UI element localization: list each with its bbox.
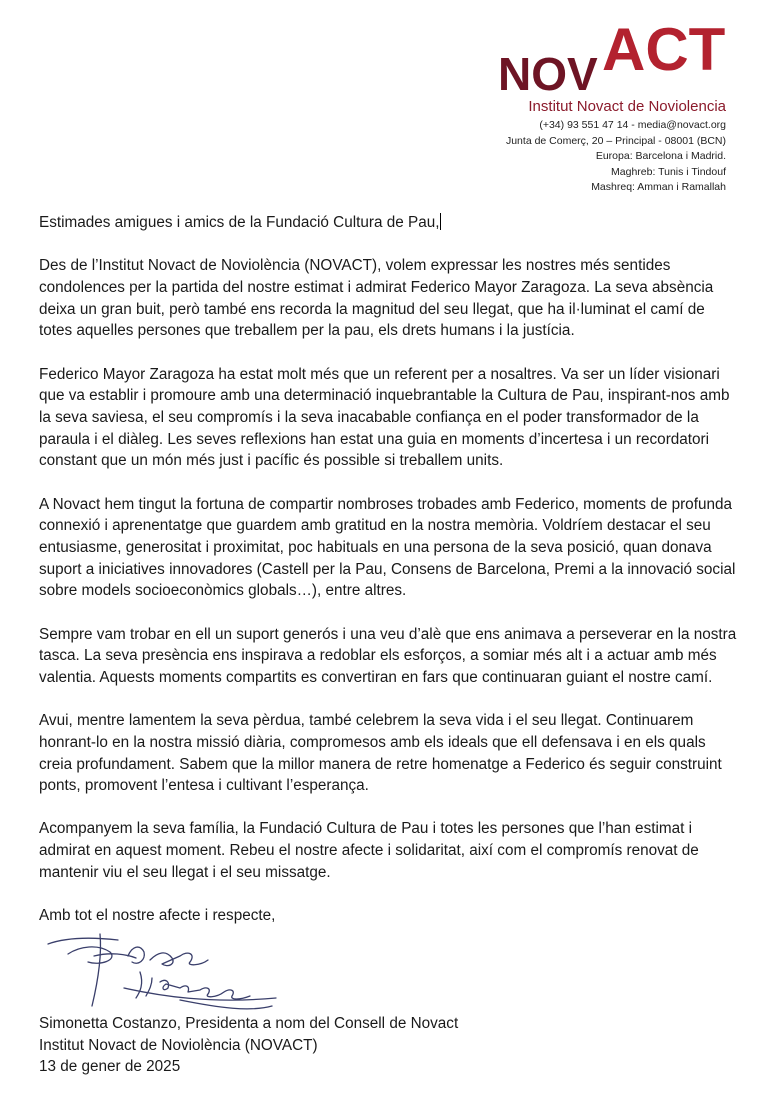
paragraph-3: A Novact hem tingut la fortuna de compartir nombroses trobades amb Federico, moments de profunda connexió i aprenentatge que guardem amb gratitud en la nostra memòria. Voldríem destacar el seu entusiasme, generositat i proximitat, poc habituals en una persona de la seva posició, quan donava suport a iniciatives innovadores (Castell per la Pau, Consens de Barcelona, Premi a la innovació social sobre models socioeconòmics globals…), entre altres. [39,495,736,600]
contact-line-maghreb: Maghreb: Tunis i Tindouf [611,165,726,178]
closing: Amb tot el nostre afecte i respecte, [39,907,276,925]
paragraph-1: Des de l’Institut Novact de Noviolència (NOVACT), volem expressar les nostres més sentides condolences per la partida del nostre estimat i admirat Federico Mayor Zaragoza. La seva absència deixa un gran buit, però també ens recorda la magnitud del seu llegat, que ha il·luminat el camí de totes aquelles persones que treballem per la pau, els drets humans i la justícia. [39,257,714,340]
greeting [39,212,739,234]
paragraph-2: Federico Mayor Zaragoza ha estat molt més que un referent per a nosaltres. Va ser un líder visionari que va establir i promoure amb una determinació inquebrantable la Cultura de Pau, inspirant-nos amb la seva saviesa, el seu compromís i la seva inacabable confiança en el poder transformador de la paraula i el diàleg. Les seves reflexions han estat una guia en moments d’incertesa i un recordatori constant que un món més just i pacífic és possible si treballem units. [39,365,730,470]
contact-line-mashreq: Mashreq: Amman i Ramallah [591,181,726,193]
paragraph-6: Acompanyem la seva família, la Fundació Cultura de Pau i totes les persones que l’han estimat i admirat en aquest moment. Rebeu el nostre afecte i solidaritat, així com el compromís renovat de mantenir viu el seu llegat i el seu missatge. [39,820,699,881]
paragraph-4: Sempre vam trobar en ell un suport generós i una veu d’alè que ens animava a perseverar en la nostra tasca. La seva presència ens inspirava a redoblar els esforços, a somiar més alt i a actuar amb més valentia. Aquests moments compartits es convertiran en fars que continuaran guiant el nostre camí. [39,625,737,686]
contact-block [466,118,726,196]
signer-name: Simonetta Costanzo, Presidenta a nom del Consell de Novact [39,1015,459,1032]
contact-line-europa: Europa: Barcelona i Madrid. [595,150,726,162]
logo-act-text: ACT [602,22,726,83]
contact-line-address: Junta de Comerç, 20 – Principal - 08001 (BCN) [505,134,726,147]
logo-nov-text: NOV [498,48,598,94]
paragraph-5: Avui, mentre lamentem la seva pèrdua, també celebrem la seva vida i el seu llegat. Continuarem honrant-lo en la nostra missió diària, compromesos amb els ideals que ell defensava i en els quals creia profundament. Sabem que la millor manera de retre homenatge a Federico és seguir construint ponts, promovent l’entesa i cultivant l’esperança. [39,712,722,795]
novact-logo [498,22,726,94]
greeting-text: Estimades amigues i amics de la Fundació Cultura de Pau, [39,214,440,231]
contact-line-phone-email: (+34) 93 551 47 14 - media@novact.org [539,119,726,131]
letterhead [466,22,726,196]
text-cursor [440,213,441,230]
handwritten-signature [40,926,280,1016]
signer-organization: Institut Novact de Noviolència (NOVACT) [39,1036,318,1054]
institute-name: Institut Novact de Noviolencia [528,98,726,115]
letter-body[interactable] [39,212,739,948]
letter-date: 13 de gener de 2025 [39,1058,181,1076]
signature-block [39,1013,458,1078]
